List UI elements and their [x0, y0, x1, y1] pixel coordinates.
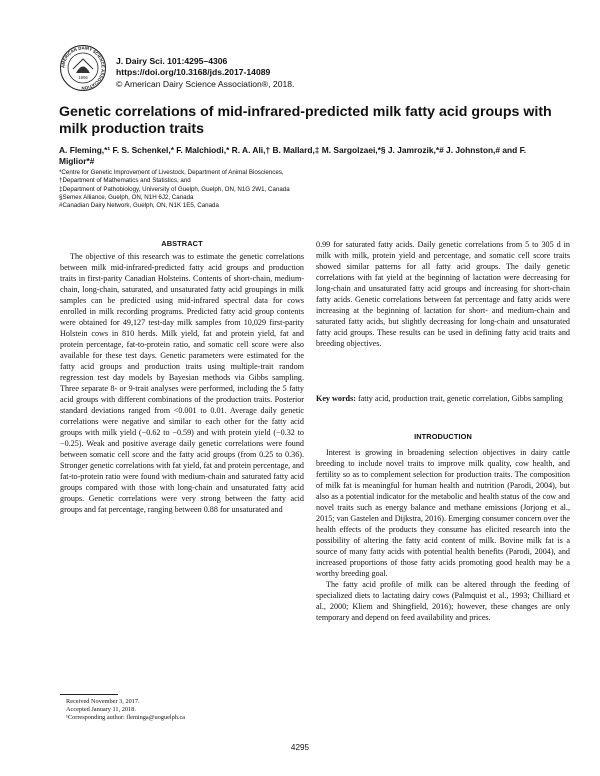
abstract-paragraph: The objective of this research was to estimate the genetic correlations between milk mid-infrared-predicted fatty acid groups and production traits in first-parity Canadian Holsteins. Contents of short-chain, medium-chain, long-chain, saturated, and unsaturated fatty acid groupings in milk samples can be predicted using mid-infrared spectral data for cows enrolled in milk recording programs. Predicted fatty acid group contents were obtained for 49,127 test-day milk samples from 10,029 first-parity Holstein cows in 810 herds. Milk yield, fat and protein yield, fat and protein percentage, fat-to-protein ratio, and somatic cell score were also available for these test days. Genetic parameters were estimated for the fatty acid groups and production traits using multiple-trait random regression test day models by Bayesian methods via Gibbs sampling. Three separate 8- or 9-trait analyses were performed, including the 5 fatty acid groups with different combinations of the production traits. Posterior standard deviations ranged from <0.001 to 0.01. Average daily genetic correlations were negative and similar to each other for the fatty acid groups with milk yield (−0.62 to −0.59) and with protein yield (−0.32 to −0.25). Weak and positive average daily genetic correlations were found between somatic cell score and the fatty acid groups (from 0.25 to 0.36). Stronger genetic correlations with fat yield, fat and protein percentage, and fat-to-protein ratio were found with medium-chain and saturated fatty acid groups compared with those with long-chain and unsaturated fatty acid groups. Genetic correlations were very strong between the fatty acid groups and fat percentage, ranging between 0.88 for unsaturated and [60, 252, 304, 515]
affiliation-line: *Centre for Genetic Improvement of Livestock, Department of Animal Biosciences, [59, 169, 284, 176]
abstract-paragraph-cont: 0.99 for saturated fatty acids. Daily genetic correlations from 5 to 305 d in milk with milk, protein yield and percentage, and somatic cell score traits showed similar patterns for all fatty acid groups. The daily genetic correlations with fat yield at the beginning of lactation were decreasing for long-chain and unsaturated fatty acid groups and increasing for short-chain fatty acids. Genetic correlations between fat percentage and fatty acids were increasing at the beginning of lactation for short- and medium-chain and saturated fatty acids, but slightly decreasing for long-chain and unsaturated fatty acid groups. These results can be used in defining fatty acid traits and breeding objectives. [316, 240, 570, 349]
introduction-paragraph: Interest is growing in broadening selection objectives in dairy cattle breeding to include novel traits to improve milk quality, cow health, and fertility so as to complement selection for production traits. The composition of milk fat is meaningful for human health and nutrition (Parodi, 2004), but also as a potential indicator for the metabolic and health status of the cow and novel traits such as energy balance and methane emissions (Jorjong et al., 2015; van Gastelen and Dijkstra, 2016). Emerging consumer concern over the health effects of the products they consume has elicited research into the possibility of altering the fatty acid content of milk. Bovine milk fat is a source of many fatty acids with potential health benefits (Parodi, 2004), and increased proportions of those fatty acids promoting good health may be a worthy breeding goal. [316, 448, 570, 579]
copyright-line: © American Dairy Science Association®, 2018. [116, 78, 295, 89]
received-date: Received November 3, 2017. [66, 698, 140, 705]
footnotes [66, 698, 185, 722]
abstract-body [60, 251, 304, 515]
corresponding-author: ¹Corresponding author: flemingа@uoguelph.ca [66, 714, 186, 722]
journal-header [116, 56, 294, 90]
abstract-heading: ABSTRACT [161, 239, 203, 248]
logo-ring-text: AMERICAN DAIRY SCIENCE ASSOCIATION [60, 45, 106, 91]
keywords-text: fatty acid, production trait, genetic correlation, Gibbs sampling [357, 394, 563, 403]
affiliation-line: §Semex Alliance, Guelph, ON, N1H 6J2, Canada [59, 193, 194, 201]
keywords-label: Key words: [316, 394, 356, 403]
journal-citation: J. Dairy Sci. 101:4295–4306 [116, 56, 228, 66]
abstract-continuation [316, 239, 570, 349]
affiliations [59, 169, 559, 210]
author-list: A. Fleming,*¹ F. S. Schenkel,* F. Malchiodi,* R. A. Ali,† B. Mallard,‡ M. Sargolzaei,*§ J. Jamrozik,*# J. Johnston,# and F. Miglior*# [59, 145, 527, 167]
logo-year: 1906 [78, 75, 88, 80]
footnote-divider [60, 694, 118, 695]
accepted-date: Accepted January 11, 2018. [66, 706, 136, 714]
article-title: Genetic correlations of mid-infrared-predicted milk fatty acid groups with milk production traits [59, 104, 552, 137]
page-number: 4295 [290, 743, 310, 752]
adsa-logo [59, 44, 107, 92]
affiliation-line: †Department of Mathematics and Statistics, and [59, 177, 191, 185]
introduction-body [316, 447, 570, 623]
keywords [316, 393, 570, 404]
introduction-heading: INTRODUCTION [414, 432, 472, 441]
doi-link[interactable]: https://doi.org/10.3168/jds.2017-14089 [116, 67, 271, 78]
affiliation-line: #Canadian Dairy Network, Guelph, ON, N1K 1E5, Canada [59, 202, 219, 210]
introduction-paragraph: The fatty acid profile of milk can be altered through the feeding of specialized diets to lactating dairy cows (Palmquist et al., 1993; Chilliard et al., 2000; Kliem and Shingfield, 2016); however, these changes are only temporary and depend on feed availability and prices. [316, 580, 570, 623]
affiliation-line: ‡Department of Pathobiology, University of Guelph, Guelph, ON, N1G 2W1, Canada [59, 185, 290, 193]
